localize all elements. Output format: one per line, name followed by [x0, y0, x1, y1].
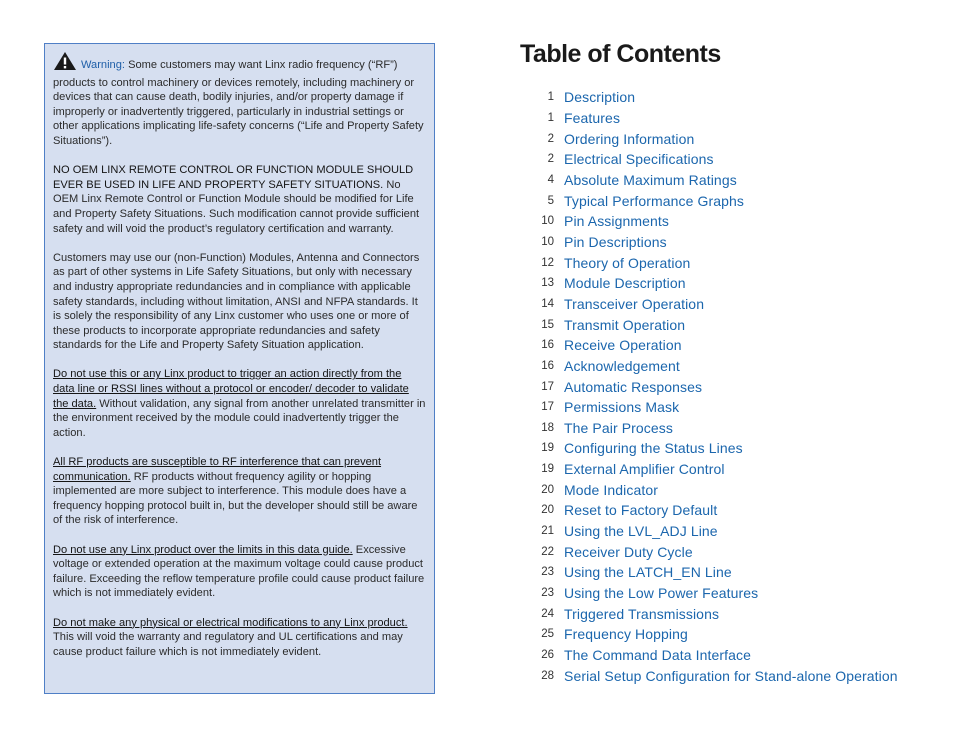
toc-entry[interactable]	[530, 562, 898, 583]
toc-page-number: 28	[541, 669, 554, 682]
toc-page-number: 4	[547, 173, 554, 186]
toc-entry[interactable]	[530, 356, 898, 377]
oem-warning-bold: NO OEM LINX REMOTE CONTROL OR FUNCTION MODULE SHOULD EVER BE USED IN LIFE AND PROPERTY SAFETY SITUATIONS.	[53, 164, 414, 191]
toc-page-number: 1	[547, 91, 554, 104]
toc-entry[interactable]	[530, 624, 898, 645]
toc-page-number: 21	[541, 525, 554, 538]
toc-link[interactable]: Using the LVL_ADJ Line	[564, 523, 718, 540]
toc-link[interactable]: Using the Low Power Features	[564, 585, 759, 602]
toc-link[interactable]: The Command Data Interface	[564, 647, 752, 664]
modifications-text: This will void the warranty and regulatory and UL certifications and may cause product failure which is not immediately evident.	[53, 631, 403, 658]
toc-entry[interactable]	[530, 665, 898, 686]
toc-page-number: 10	[541, 215, 554, 228]
toc-entry[interactable]	[530, 438, 898, 459]
toc-page-number: 20	[541, 504, 554, 517]
toc-page-number: 17	[541, 380, 554, 393]
toc-page-number: 15	[541, 318, 554, 331]
toc-page-number: 13	[541, 277, 554, 290]
toc-page-number: 26	[541, 649, 554, 662]
trigger-warning-paragraph	[53, 367, 426, 440]
warning-panel	[44, 43, 435, 694]
toc-entry[interactable]	[530, 211, 898, 232]
toc-link[interactable]: Triggered Transmissions	[564, 605, 720, 622]
toc-entry[interactable]	[530, 314, 898, 335]
trigger-warning-text: Without validation, any signal from another unrelated transmitter in the environment received by the module could inadvertently trigger the action.	[53, 397, 426, 439]
toc-link[interactable]: Receiver Duty Cycle	[564, 543, 693, 560]
toc-link[interactable]: Theory of Operation	[564, 254, 691, 271]
toc-page-number: 10	[541, 235, 554, 248]
toc-page-number: 16	[541, 359, 554, 372]
toc-link[interactable]: Transceiver Operation	[564, 295, 705, 312]
toc-page-number: 5	[547, 194, 554, 207]
toc-entry[interactable]	[530, 87, 898, 108]
toc-page-number: 20	[541, 483, 554, 496]
toc-entry[interactable]	[530, 459, 898, 480]
toc-page-number: 24	[541, 607, 554, 620]
oem-warning-paragraph	[53, 163, 426, 236]
oem-warning-text: No OEM Linx Remote Control or Function Module should be modified for Life and Property Safety Situations. Such modification cannot provide sufficient safety and will void the product’s regulatory certification and warranty.	[53, 178, 420, 235]
toc-list	[530, 87, 898, 686]
toc-entry[interactable]	[530, 108, 898, 129]
toc-page-number: 19	[541, 463, 554, 476]
toc-page-number: 18	[541, 421, 554, 434]
toc-page-number: 17	[541, 401, 554, 414]
toc-entry[interactable]	[530, 190, 898, 211]
toc-link[interactable]: Features	[564, 109, 621, 126]
warning-intro-text: Some customers may want Linx radio frequency (“RF”) products to control machinery or devices remotely, including machinery or devices that can cause death, bodily injuries, and/or property damage if improperly or inadvertently triggered, particularly in industrial settings or other applications implicating life-safety concerns (“Life and Property Safety Situations”).	[53, 59, 424, 147]
toc-entry[interactable]	[530, 128, 898, 149]
toc-entry[interactable]	[530, 273, 898, 294]
toc-link[interactable]: Description	[564, 89, 636, 106]
toc-entry[interactable]	[530, 541, 898, 562]
toc-link[interactable]: Absolute Maximum Ratings	[564, 171, 737, 188]
toc-page-number: 19	[541, 442, 554, 455]
toc-link[interactable]: Configuring the Status Lines	[564, 440, 743, 457]
customer-use-text: Customers may use our (non-Function) Modules, Antenna and Connectors as part of other systems in Life Safety Situations, but only with necessary and industry appropriate redundancies and in compliance with applicable safety standards, including without limitation, ANSI and NFPA standards. It is solely the responsibility of any Linx customer who uses one or more of these products to incorporate appropriate redundancies and safety standards for the Life and Property Safety Situation application.	[53, 251, 420, 352]
toc-link[interactable]: Transmit Operation	[564, 316, 686, 333]
toc-link[interactable]: External Amplifier Control	[564, 461, 725, 478]
toc-link[interactable]: Automatic Responses	[564, 378, 703, 395]
toc-link[interactable]: Ordering Information	[564, 130, 695, 147]
toc-entry[interactable]	[530, 418, 898, 439]
toc-page-number: 25	[541, 628, 554, 641]
interference-paragraph	[53, 455, 426, 528]
toc-link[interactable]: Pin Descriptions	[564, 233, 667, 250]
toc-page-number: 2	[547, 153, 554, 166]
toc-link[interactable]: Acknowledgement	[564, 357, 680, 374]
toc-link[interactable]: Mode Indicator	[564, 481, 659, 498]
interference-text: RF products without frequency agility or hopping implemented are more subject to interference. This module does have a frequency hopping protocol built in, but the developer should still be aware of the risk of interference.	[53, 470, 418, 527]
toc-entry[interactable]	[530, 397, 898, 418]
toc-entry[interactable]	[530, 335, 898, 356]
toc-link[interactable]: Receive Operation	[564, 337, 682, 354]
trigger-warning-underline: Do not use this or any Linx product to trigger an action directly from the data line or RSSI lines without a protocol or encoder/ decoder to validate the data.	[53, 368, 409, 410]
toc-entry[interactable]	[530, 645, 898, 666]
toc-page-number: 14	[541, 297, 554, 310]
toc-link[interactable]: Typical Performance Graphs	[564, 192, 745, 209]
toc-link[interactable]: Module Description	[564, 275, 686, 292]
toc-page-number: 22	[541, 545, 554, 558]
toc-page-number: 1	[547, 111, 554, 124]
toc-link[interactable]: Reset to Factory Default	[564, 502, 718, 519]
limits-paragraph	[53, 543, 426, 601]
toc-entry[interactable]	[530, 603, 898, 624]
toc-entry[interactable]	[530, 479, 898, 500]
modifications-paragraph	[53, 616, 426, 660]
toc-entry[interactable]	[530, 521, 898, 542]
interference-underline: All RF products are susceptible to RF interference that can prevent communication.	[53, 456, 382, 483]
toc-page-number: 23	[541, 587, 554, 600]
limits-underline: Do not use any Linx product over the limits in this data guide.	[53, 543, 353, 556]
toc-link[interactable]: Using the LATCH_EN Line	[564, 564, 732, 581]
toc-link[interactable]: Serial Setup Configuration for Stand-alone Operation	[564, 667, 898, 684]
toc-link[interactable]: Electrical Specifications	[564, 151, 714, 168]
toc-link[interactable]: Permissions Mask	[564, 399, 680, 416]
toc-entry[interactable]	[530, 149, 898, 170]
customer-use-paragraph	[53, 251, 426, 353]
toc-page-number: 12	[541, 256, 554, 269]
toc-link[interactable]: Frequency Hopping	[564, 626, 688, 643]
toc-page-number: 16	[541, 339, 554, 352]
warning-triangle-icon	[53, 51, 77, 76]
toc-entry[interactable]	[530, 232, 898, 253]
toc-page-number: 2	[547, 132, 554, 145]
toc-entry[interactable]	[530, 170, 898, 191]
toc-entry[interactable]	[530, 500, 898, 521]
toc-entry[interactable]	[530, 583, 898, 604]
warning-heading: Warning:	[81, 59, 125, 71]
modifications-underline: Do not make any physical or electrical modifications to any Linx product.	[53, 616, 408, 629]
toc-entry[interactable]	[530, 294, 898, 315]
toc-entry[interactable]	[530, 376, 898, 397]
toc-link[interactable]: Pin Assignments	[564, 213, 669, 230]
toc-link[interactable]: The Pair Process	[564, 419, 673, 436]
toc-title: Table of Contents	[520, 40, 721, 68]
toc-entry[interactable]	[530, 252, 898, 273]
limits-text: Excessive voltage or extended operation at the maximum voltage could cause product failure. Exceeding the reflow temperature profile could cause product failure which is not immediately evident.	[53, 543, 425, 600]
warning-intro	[53, 51, 426, 149]
toc-page-number: 23	[541, 566, 554, 579]
